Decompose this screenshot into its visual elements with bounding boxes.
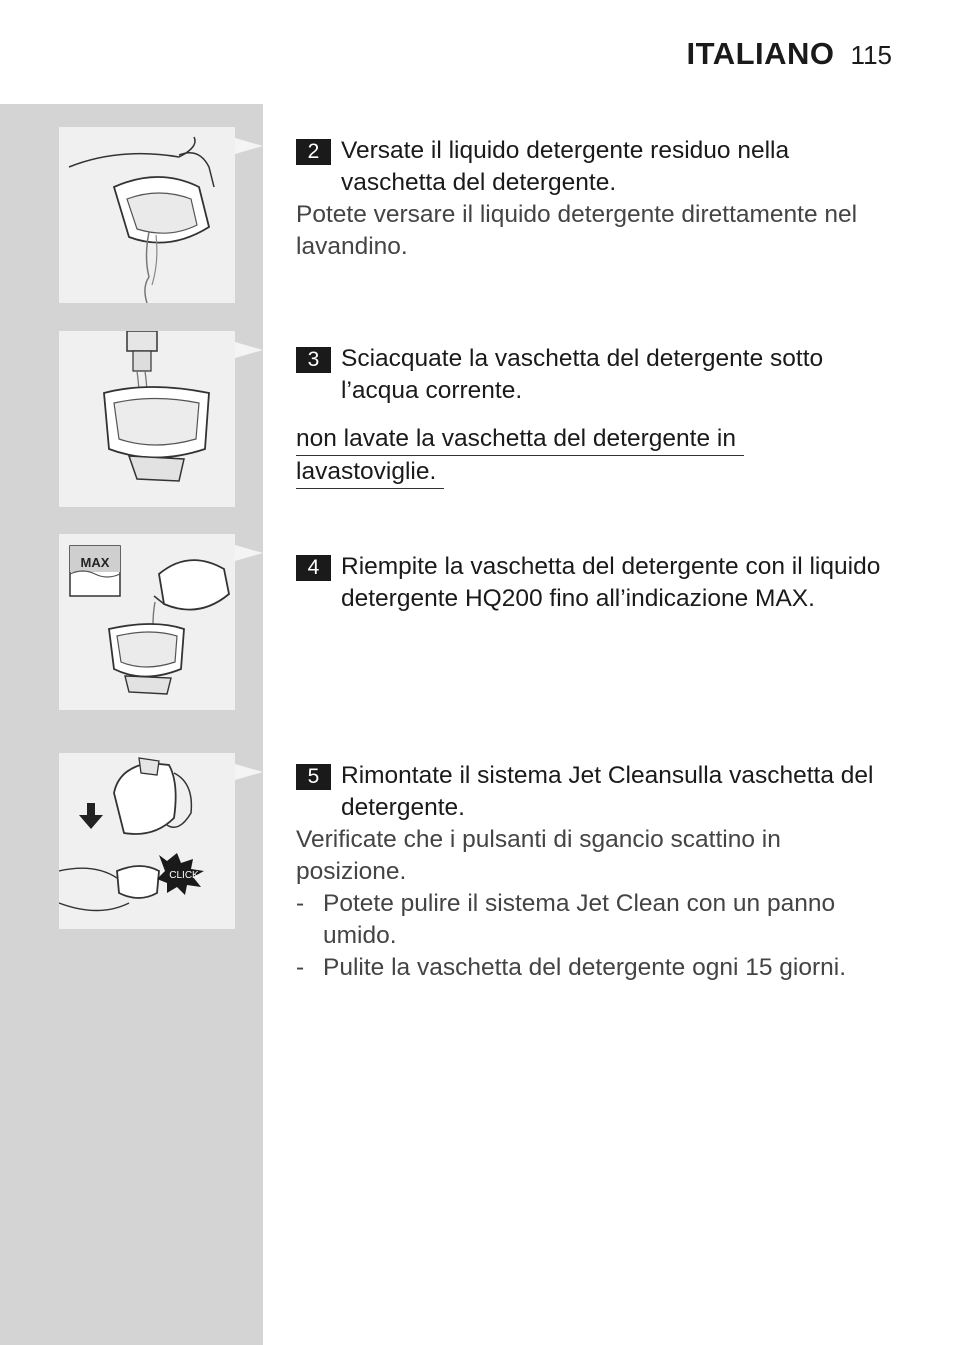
warning-line: lavastoviglie. xyxy=(296,456,444,489)
step-number-badge: 5 xyxy=(296,764,331,790)
illustration-pointer xyxy=(235,342,263,358)
warning-line: non lavate la vaschetta del detergente in xyxy=(296,423,744,456)
section-language: ITALIANO xyxy=(686,36,835,71)
list-item xyxy=(296,888,896,952)
page-header xyxy=(686,36,892,72)
step-instruction xyxy=(296,135,896,199)
step-number-badge: 3 xyxy=(296,347,331,373)
step-warning xyxy=(296,423,896,489)
illustration-rinse xyxy=(59,331,235,507)
step-3 xyxy=(296,343,896,489)
max-indicator-label: MAX xyxy=(80,555,110,570)
illustration-pointer xyxy=(235,545,263,561)
illustration-pointer xyxy=(235,138,263,154)
step-4 xyxy=(296,551,896,615)
illustration-reassemble xyxy=(59,753,235,929)
bullet-text: Potete pulire il sistema Jet Clean con un panno umido. xyxy=(323,890,836,949)
page-number: 115 xyxy=(850,40,892,70)
bullet-marker: - xyxy=(296,954,305,981)
step-number-badge: 2 xyxy=(296,139,331,165)
list-item xyxy=(296,952,896,984)
step-5 xyxy=(296,760,896,984)
step-description: Potete versare il liquido detergente direttamente nel lavandino. xyxy=(296,201,858,260)
illustration-fill-max xyxy=(59,534,235,710)
step-text: Riempite la vaschetta del detergente con il liquido detergente HQ200 fino all’indicazione MAX. xyxy=(341,553,881,612)
step-2 xyxy=(296,135,896,263)
step-description: Verificate che i pulsanti di sgancio scattino in posizione. xyxy=(296,826,781,885)
illustration-pour-residual xyxy=(59,127,235,303)
bullet-marker: - xyxy=(296,890,305,917)
bullet-text: Pulite la vaschetta del detergente ogni 15 giorni. xyxy=(323,954,847,981)
step-text: Sciacquate la vaschetta del detergente sotto l’acqua corrente. xyxy=(341,345,824,404)
click-indicator-label: CLICK xyxy=(169,870,199,881)
step-number-badge: 4 xyxy=(296,555,331,581)
step-instruction xyxy=(296,551,896,615)
step-text: Rimontate il sistema Jet Cleansulla vaschetta del detergente. xyxy=(341,762,874,821)
step-text: Versate il liquido detergente residuo nella vaschetta del detergente. xyxy=(341,137,790,196)
step-instruction xyxy=(296,343,896,407)
step-instruction xyxy=(296,760,896,824)
illustration-pointer xyxy=(235,764,263,780)
